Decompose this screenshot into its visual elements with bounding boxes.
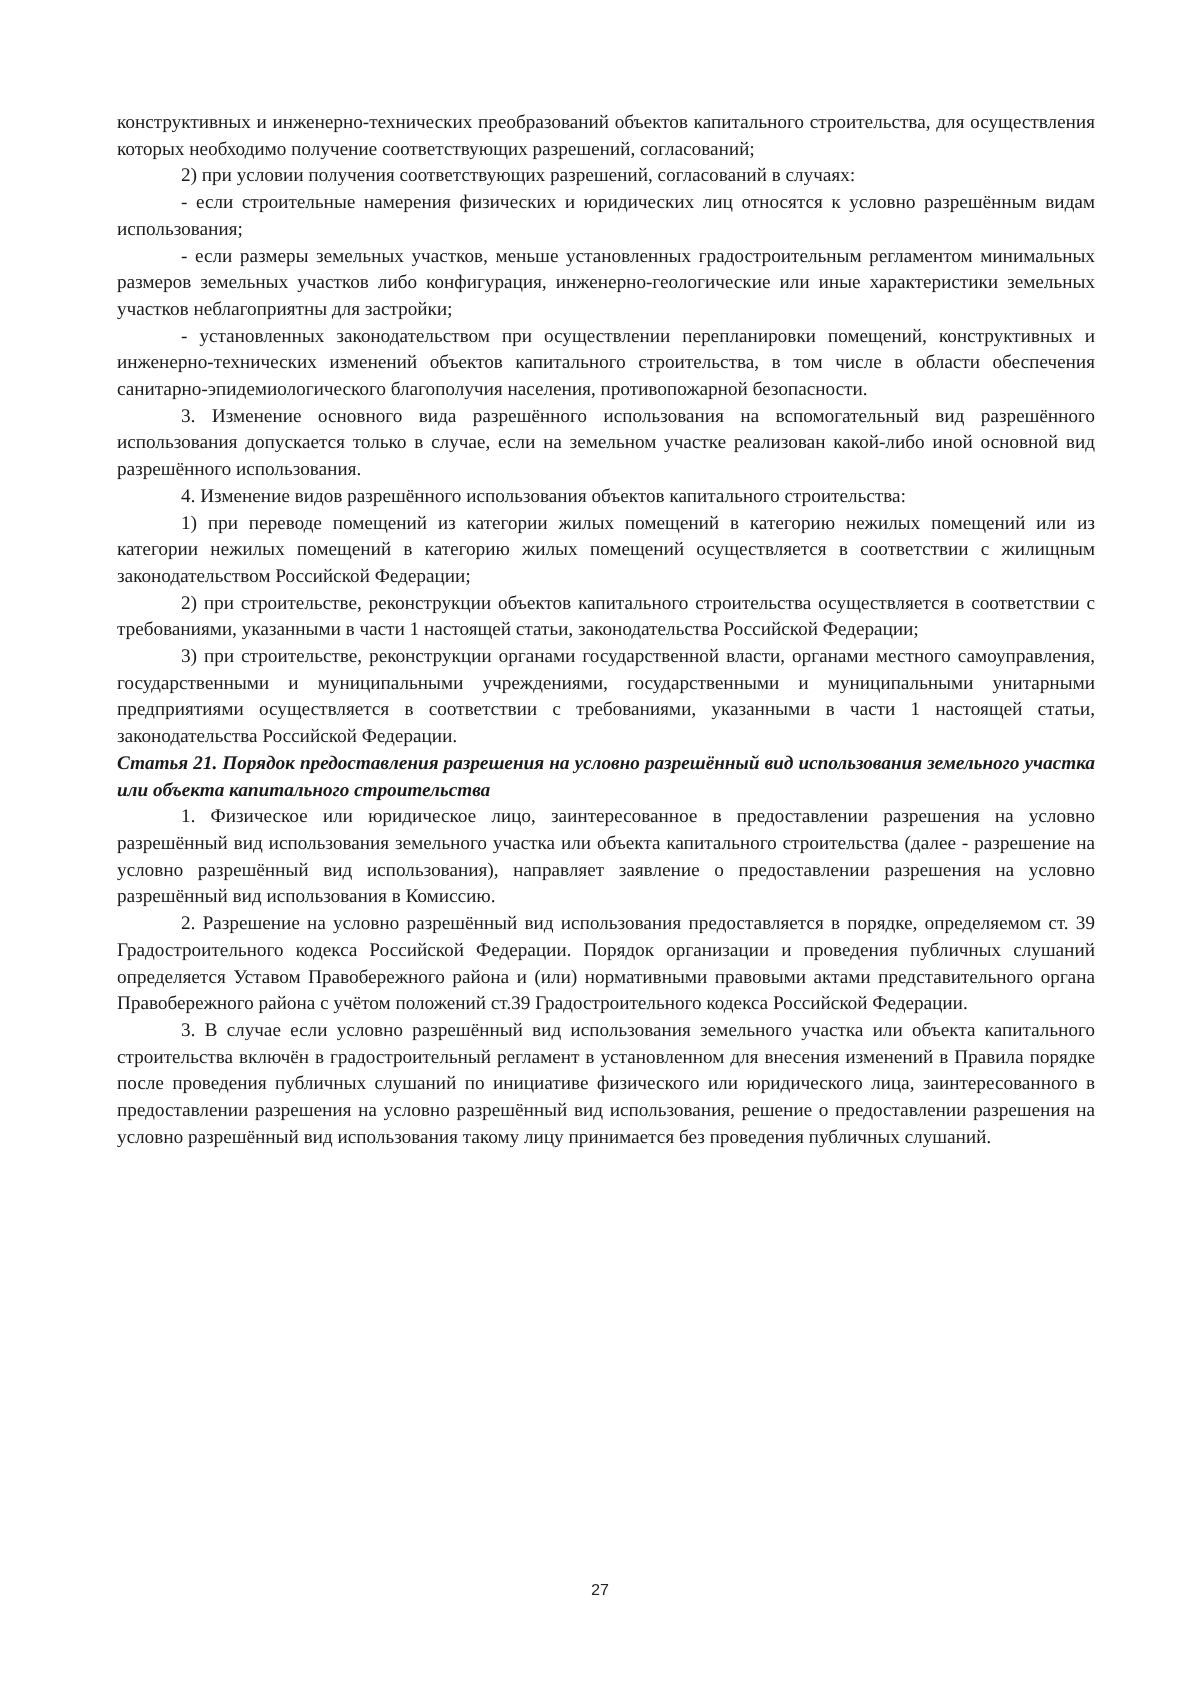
article-paragraph-3: 3. В случае если условно разрешённый вид использования земельного участка или объекта капитального строительства включён в градостроительный регламент в установленном для внесения изменений в Правила порядке после проведения публичных слушаний по инициативе физического или юридического лица, заинтересованного в предоставлении разрешения на условно разрешённый вид использования, решение о предоставлении разрешения на условно разрешённый вид использования такому лицу принимается без проведения публичных слушаний. [117,1019,1095,1148]
paragraph-clause-4-item-1: 1) при переводе помещений из категории жилых помещений в категорию нежилых помещений или из категории нежилых помещений в категорию жилых помещений осуществляется в соответствии с жилищным законодательством Российской Федерации; [117,512,1095,587]
paragraph-clause-4: 4. Изменение видов разрешённого использования объектов капитального строительства: [181,485,906,507]
paragraph-bullet-3: - установленных законодательством при осуществлении перепланировки помещений, конструктивных и инженерно-технических изменений объектов капитального строительства, в том числе в области обеспечения санитарно-эпидемиологического благополучия населения, противопожарной безопасности. [117,325,1095,401]
document-page [117,110,1095,1151]
article-paragraph-1: 1. Физическое или юридическое лицо, заинтересованное в предоставлении разрешения на условно разрешённый вид использования земельного участка или объекта капитального строительства (далее - разрешение на условно разрешённый вид использования), направляет заявление о предоставлении разрешения на условно разрешённый вид использования в Комиссию. [117,806,1095,908]
article-paragraph-2: 2. Разрешение на условно разрешённый вид использования предоставляется в порядке, определяемом ст. 39 Градостроительного кодекса Российской Федерации. Порядок организации и проведения публичных слушаний определяется Уставом Правобережного района и (или) нормативными правовыми актами представительного органа Правобережного района с учётом положений ст.39 Градостроительного кодекса Российской Федерации. [117,913,1095,1015]
paragraph-bullet-1: - если строительные намерения физических и юридических лиц относятся к условно разрешённым видам использования; [117,192,1095,240]
article-title: Статья 21. Порядок предоставления разрешения на условно разрешённый вид использования земельного участка или объекта капитального строительства [117,752,1095,801]
paragraph-item-2: 2) при условии получения соответствующих разрешений, согласований в случаях: [181,165,856,187]
paragraph-continuation: конструктивных и инженерно-технических преобразований объектов капитального строительства, для осуществления которых необходимо получение соответствующих разрешений, согласований; [117,112,1095,160]
paragraph-clause-4-item-3: 3) при строительстве, реконструкции органами государственной власти, органами местного самоуправления, государственными и муниципальными учреждениями, государственными и муниципальными унитарными предприятиями осуществляется в соответствии с требованиями, указанными в части 1 настоящей статьи, законодательства Российской Федерации. [117,646,1095,748]
paragraph-bullet-2: - если размеры земельных участков, меньше установленных градостроительным регламентом минимальных размеров земельных участков либо конфигурация, инженерно-геологические или иные характеристики земельных участков неблагоприятны для застройки; [117,245,1095,320]
page-number: 27 [591,1582,609,1599]
paragraph-clause-4-item-2: 2) при строительстве, реконструкции объектов капитального строительства осуществляется в соответствии с требованиями, указанными в части 1 настоящей статьи, законодательства Российской Федерации; [117,592,1095,641]
paragraph-clause-3: 3. Изменение основного вида разрешённого использования на вспомогательный вид разрешённого использования допускается только в случае, если на земельном участке реализован какой-либо иной основной вид разрешённого использования. [117,405,1095,481]
